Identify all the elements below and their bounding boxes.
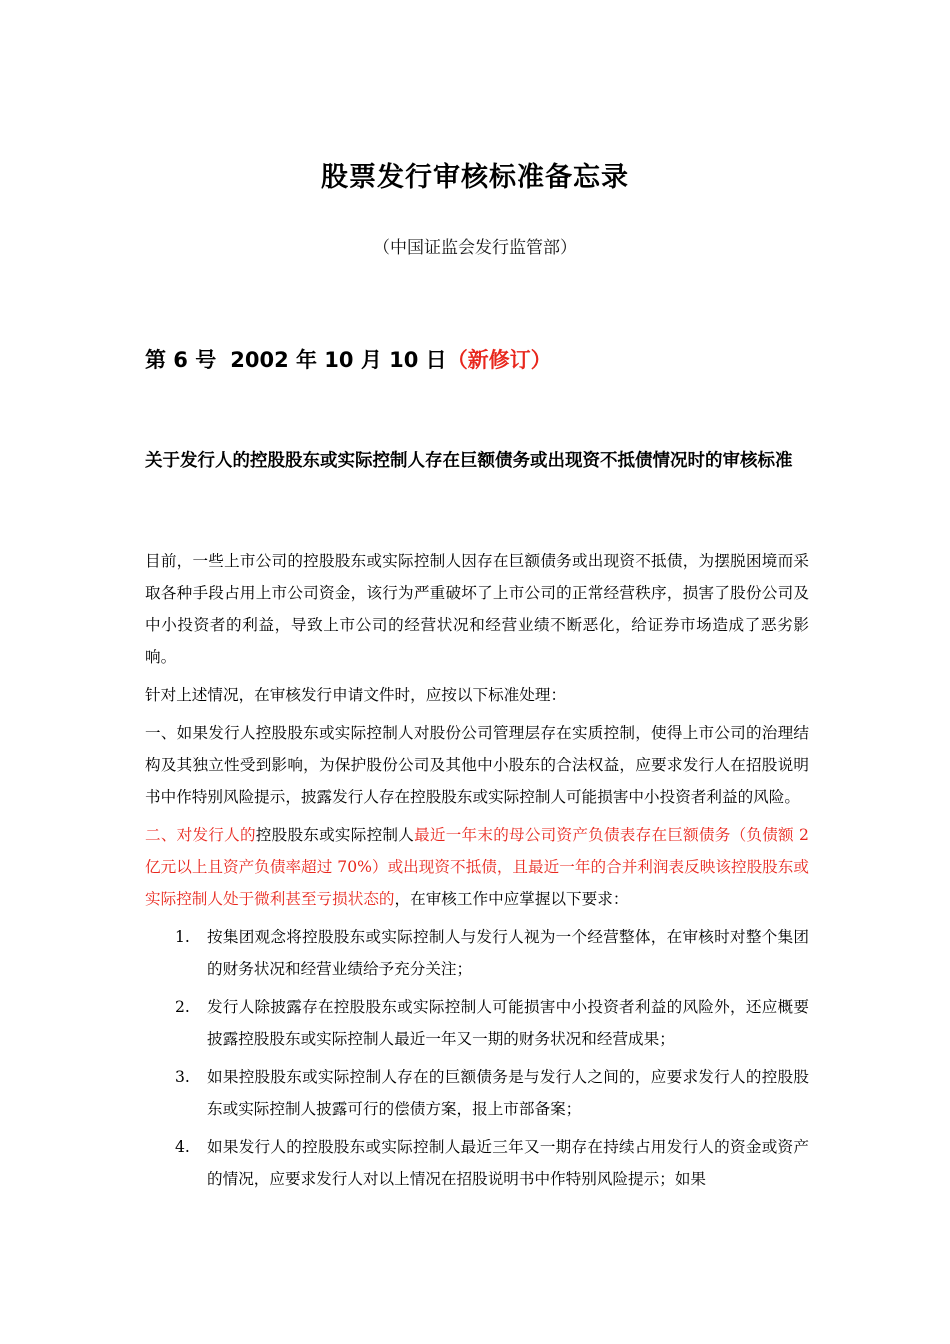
list-item-text: 如果发行人的控股股东或实际控制人最近三年又一期存在持续占用发行人的资金或资产的情况，应要求发行人对以上情况在招股说明书中作特别风险提示；如果	[207, 1138, 809, 1188]
paragraph-item-two	[145, 819, 809, 915]
revision-label: （新修订）	[446, 348, 552, 372]
paragraph-intro: 目前，一些上市公司的控股股东或实际控制人因存在巨额债务或出现资不抵债，为摆脱困境而采取各种手段占用上市公司资金，该行为严重破坏了上市公司的正常经营秩序，损害了股份公司及中小投资者的利益，导致上市公司的经营状况和经营业绩不断恶化，给证券市场造成了恶劣影响。	[145, 552, 809, 666]
list-item	[145, 991, 809, 1055]
document-body	[145, 545, 809, 1201]
section-heading: 关于发行人的控股股东或实际控制人存在巨额债务或出现资不抵债情况时的审核标准	[145, 451, 793, 471]
paragraph-handling: 针对上述情况，在审核发行申请文件时，应按以下标准处理：	[145, 686, 567, 704]
item-two-lead: 对发行人的	[176, 826, 256, 844]
list-item-number: 1.	[175, 928, 190, 946]
list-item-number: 3.	[175, 1068, 190, 1086]
list-item	[145, 1061, 809, 1125]
list-item-text: 按集团观念将控股股东或实际控制人与发行人视为一个经营整体，在审核时对整个集团的财务状况和经营业绩给予充分关注；	[207, 928, 809, 978]
list-item-text: 发行人除披露存在控股股东或实际控制人可能损害中小投资者利益的风险外，还应概要披露控股股东或实际控制人最近一年又一期的财务状况和经营成果；	[207, 998, 809, 1048]
item-two-prefix: 二、	[145, 826, 177, 844]
list-item-number: 4.	[175, 1138, 190, 1156]
issue-date: 2002 年 10 月 10 日	[230, 348, 447, 372]
list-item-number: 2.	[175, 998, 190, 1016]
requirements-list	[145, 921, 809, 1195]
list-item	[145, 921, 809, 985]
item-two-tail: ，在审核工作中应掌握以下要求：	[394, 890, 629, 908]
paragraph-item-one: 一、如果发行人控股股东或实际控制人对股份公司管理层存在实质控制，使得上市公司的治理结构及其独立性受到影响，为保护股份公司及其他中小股东的合法权益，应要求发行人在招股说明书中作特别风险提示，披露发行人存在控股股东或实际控制人可能损害中小投资者利益的风险。	[145, 724, 809, 806]
issue-number: 第 6 号	[145, 348, 217, 372]
document-subtitle: （中国证监会发行监管部）	[373, 238, 577, 258]
list-item	[145, 1131, 809, 1195]
item-two-subject: 控股股东或实际控制人	[255, 826, 415, 844]
item-two-condition: 最近一年末的母公司资产负债表存在巨额债务（负债额 2 亿元以上且资产负债率超过 70%）或出现资不抵债，且最近一年的合并利润表反映该控股股东或实际控制人处于微利甚至亏损状态的	[145, 826, 809, 908]
list-item-text: 如果控股股东或实际控制人存在的巨额债务是与发行人之间的，应要求发行人的控股股东或实际控制人披露可行的偿债方案，报上市部备案；	[207, 1068, 809, 1118]
document-title: 股票发行审核标准备忘录	[321, 162, 629, 193]
issue-line	[145, 344, 552, 376]
